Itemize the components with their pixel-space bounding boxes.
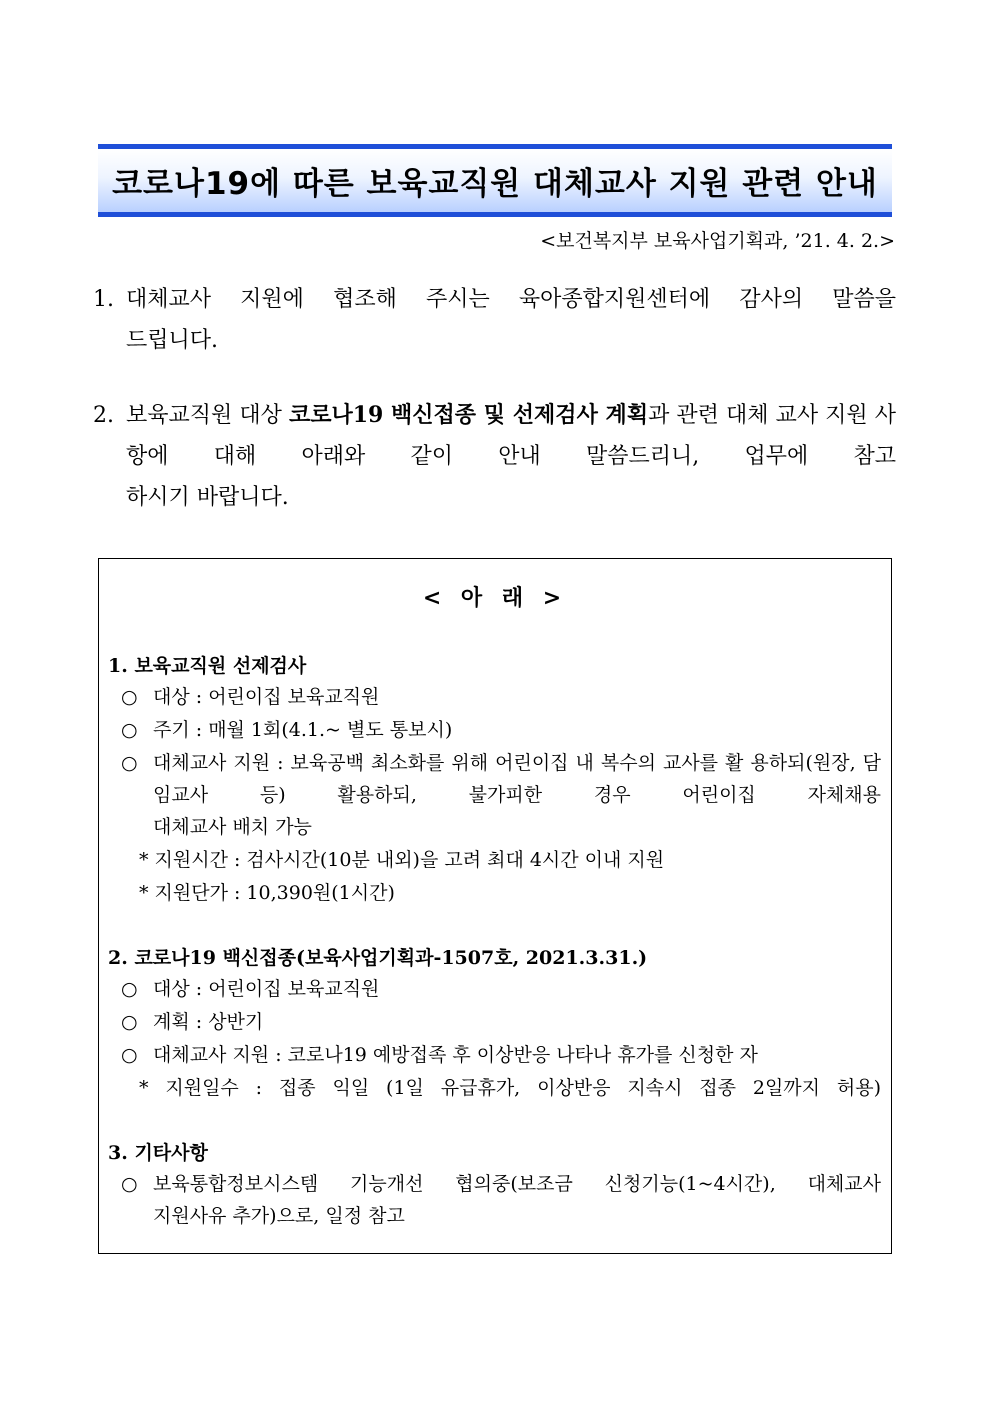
list-item-line: 대체교사 지원 : 보육공백 최소화를 위해 어린이집 내 복수의 교사를 활 xyxy=(153,752,744,774)
bullet-icon: ○ xyxy=(121,752,138,774)
paragraph-text-pre: 보육교직원 대상 xyxy=(126,403,289,428)
paragraph-line: 하시기 바랍니다. xyxy=(126,485,289,510)
note-item: * 지원시간 : 검사시간(10분 내외)을 고려 최대 4시간 이내 지원 xyxy=(139,849,665,871)
section-heading: 2. 코로나19 백신접종(보육사업기획과-1507호, 2021.3.31.) xyxy=(108,947,648,969)
page-title: 코로나19에 따른 보육교직원 대체교사 지원 관련 안내 xyxy=(112,166,878,202)
list-item xyxy=(121,747,881,843)
note-item: * 지원단가 : 10,390원(1시간) xyxy=(139,882,395,904)
list-item-line: 지원사유 추가)으로, 일정 참고 xyxy=(153,1205,405,1227)
list-item-text: 대상 : 어린이집 보육교직원 xyxy=(153,686,380,708)
paragraph-text-post: 과 관련 대체 xyxy=(648,403,769,428)
list-item-text: 계획 : 상반기 xyxy=(153,1011,264,1033)
source-note: <보건복지부 보육사업기획과, ’21. 4. 2.> xyxy=(540,230,895,252)
list-item xyxy=(121,1168,881,1232)
bullet-icon: ○ xyxy=(121,686,138,708)
list-item xyxy=(121,973,881,1005)
list-item xyxy=(121,1039,881,1071)
list-item-line: 용하되(원장, 담임교사 등) 활용하되, 불가피한 경우 어린이집 자체채용 xyxy=(153,752,881,806)
list-item xyxy=(121,681,881,713)
box-title: < 아 래 > xyxy=(422,585,568,611)
note-item: * 지원일수 : 접종 익일 (1일 유급휴가, 이상반응 지속시 접종 2일까지 허용) xyxy=(139,1077,881,1099)
list-item xyxy=(121,714,881,746)
paragraph-text xyxy=(126,395,896,518)
paragraph-line: 교사 지원 사항에 대해 아래와 같이 안내 말씀드리니, 업무에 참고 xyxy=(126,403,897,469)
paragraph-text-bold: 코로나19 백신접종 및 선제검사 계획 xyxy=(288,402,649,428)
bullet-icon: ○ xyxy=(121,1173,138,1195)
list-item-line: 보육통합정보시스템 기능개선 협의중(보조금 신청기능(1~4시간), 대체교사 xyxy=(153,1173,881,1195)
paragraph-number: 1. xyxy=(93,287,114,312)
section-heading: 3. 기타사항 xyxy=(108,1142,208,1164)
paragraph-text xyxy=(126,279,896,361)
paragraph-number: 2. xyxy=(93,403,114,428)
section-heading: 1. 보육교직원 선제검사 xyxy=(108,655,307,677)
bullet-icon: ○ xyxy=(121,978,138,1000)
list-item-text: 대상 : 어린이집 보육교직원 xyxy=(153,978,380,1000)
list-item-text xyxy=(153,747,881,843)
paragraph-line: 드립니다. xyxy=(126,328,219,353)
list-item-text: 주기 : 매월 1회(4.1.~ 별도 통보시) xyxy=(153,719,453,741)
bullet-icon: ○ xyxy=(121,1011,138,1033)
paragraph-2 xyxy=(93,395,896,518)
paragraph-line: 대체교사 지원에 협조해 주시는 육아종합지원센터에 감사의 말씀을 xyxy=(126,287,896,312)
paragraph-line xyxy=(126,403,769,428)
bullet-icon: ○ xyxy=(121,1044,138,1066)
title-banner xyxy=(98,144,892,217)
list-item-line: 대체교사 배치 가능 xyxy=(153,816,312,838)
list-item-text xyxy=(153,1168,881,1232)
list-item-text: 대체교사 지원 : 코로나19 예방접족 후 이상반응 나타나 휴가를 신청한 자 xyxy=(153,1044,758,1066)
list-item xyxy=(121,1006,881,1038)
notice-box xyxy=(98,558,892,1254)
bullet-icon: ○ xyxy=(121,719,138,741)
paragraph-1 xyxy=(93,279,896,361)
